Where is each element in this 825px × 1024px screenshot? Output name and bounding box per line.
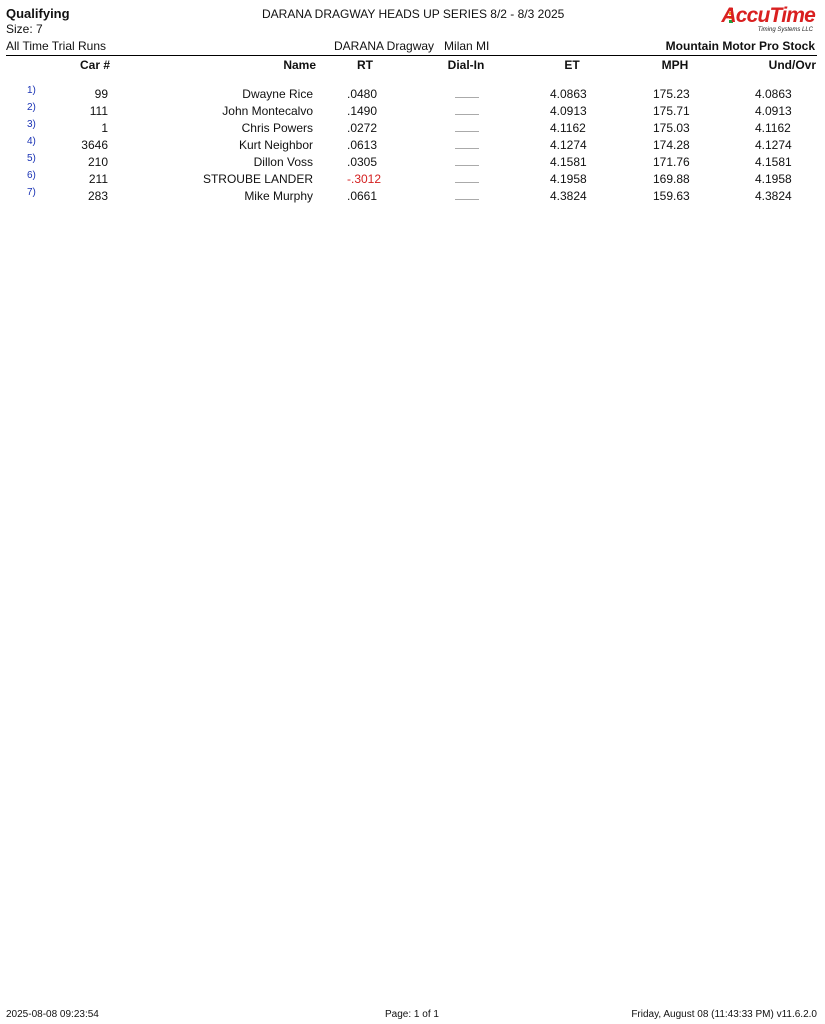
row-elapsed-time: 4.1162 [550,121,586,135]
row-reaction-time: .0661 [347,189,378,203]
row-dial-in-empty [455,97,479,98]
row-car-number: 99 [94,87,108,101]
row-elapsed-time: 4.0913 [550,104,587,118]
row-elapsed-time: 4.3824 [550,189,587,203]
row-car-number: 283 [87,189,108,203]
row-driver-name: Kurt Neighbor [238,138,313,152]
col-header-et: ET [564,58,580,72]
row-und-ovr: 4.1162 [755,121,791,135]
row-elapsed-time: 4.1958 [550,172,587,186]
row-car-number: 210 [87,155,108,169]
row-driver-name: Chris Powers [241,121,313,135]
row-driver-name: John Montecalvo [222,104,313,118]
class-name: Mountain Motor Pro Stock [665,39,815,53]
row-rank: 3) [27,119,36,130]
row-mph: 171.76 [653,155,690,169]
software-stamp: Friday, August 08 (11:43:33 PM) v11.6.2.0 [631,1009,817,1020]
row-elapsed-time: 4.1581 [550,155,587,169]
table-row [0,189,825,206]
row-driver-name: STROUBE LANDER [202,172,313,186]
row-und-ovr: 4.1581 [755,155,792,169]
page-number: Page: 1 of 1 [385,1009,439,1020]
row-mph: 175.23 [653,87,690,101]
row-driver-name: Dillon Voss [253,155,313,169]
runs-description: All Time Trial Runs [6,39,107,53]
row-dial-in-empty [455,199,479,200]
row-mph: 175.03 [653,121,690,135]
col-header-name: Name [283,58,316,72]
row-mph: 174.28 [653,138,690,152]
row-rank: 5) [27,153,36,164]
row-reaction-time: .0613 [347,138,378,152]
row-reaction-time: .0272 [347,121,378,135]
printed-timestamp: 2025-08-08 09:23:54 [6,1009,99,1020]
logo-subtitle: Timing Systems LLC [757,27,813,33]
row-mph: 159.63 [653,189,690,203]
table-row [0,155,825,172]
row-reaction-time: .0480 [347,87,378,101]
row-mph: 169.88 [653,172,690,186]
track-location [334,39,489,53]
row-dial-in-empty [455,148,479,149]
row-mph: 175.71 [653,104,690,118]
row-rank: 2) [27,102,36,113]
report-title: Qualifying [6,6,70,21]
header-divider [6,55,817,56]
row-dial-in-empty [455,131,479,132]
col-header-mph: MPH [661,58,689,72]
table-row [0,172,825,189]
table-row [0,104,825,121]
row-reaction-time: .0305 [347,155,378,169]
table-row [0,87,825,104]
row-elapsed-time: 4.1274 [550,138,587,152]
row-und-ovr: 4.1958 [755,172,792,186]
col-header-und-ovr: Und/Ovr [768,58,816,72]
row-car-number: 3646 [81,138,108,152]
row-driver-name: Mike Murphy [244,189,313,203]
row-reaction-time: .1490 [347,104,378,118]
row-elapsed-time: 4.0863 [550,87,587,101]
logo-text: AccuTime [721,4,815,27]
row-rank: 7) [27,187,36,198]
row-und-ovr: 4.1274 [755,138,792,152]
row-und-ovr: 4.0863 [755,87,792,101]
table-row [0,121,825,138]
accutime-logo [721,4,815,36]
row-car-number: 111 [89,104,108,118]
row-dial-in-empty [455,182,479,183]
row-dial-in-empty [455,165,479,166]
table-row [0,138,825,155]
row-rank: 6) [27,170,36,181]
col-header-car: Car # [80,58,111,72]
row-reaction-time: -.3012 [347,172,382,186]
row-dial-in-empty [455,114,479,115]
row-car-number: 211 [88,172,108,186]
row-rank: 1) [27,85,36,96]
col-header-dial-in: Dial-In [447,58,485,72]
row-car-number: 1 [101,121,108,135]
field-size: Size: 7 [6,22,43,36]
row-und-ovr: 4.3824 [755,189,792,203]
event-title: DARANA DRAGWAY HEADS UP SERIES 8/2 - 8/3 2025 [262,7,565,21]
row-driver-name: Dwayne Rice [242,87,313,101]
row-und-ovr: 4.0913 [755,104,792,118]
col-header-rt: RT [357,58,373,72]
row-rank: 4) [27,136,36,147]
track-name: DARANA Dragway [334,39,435,53]
track-city: Milan MI [444,39,490,53]
